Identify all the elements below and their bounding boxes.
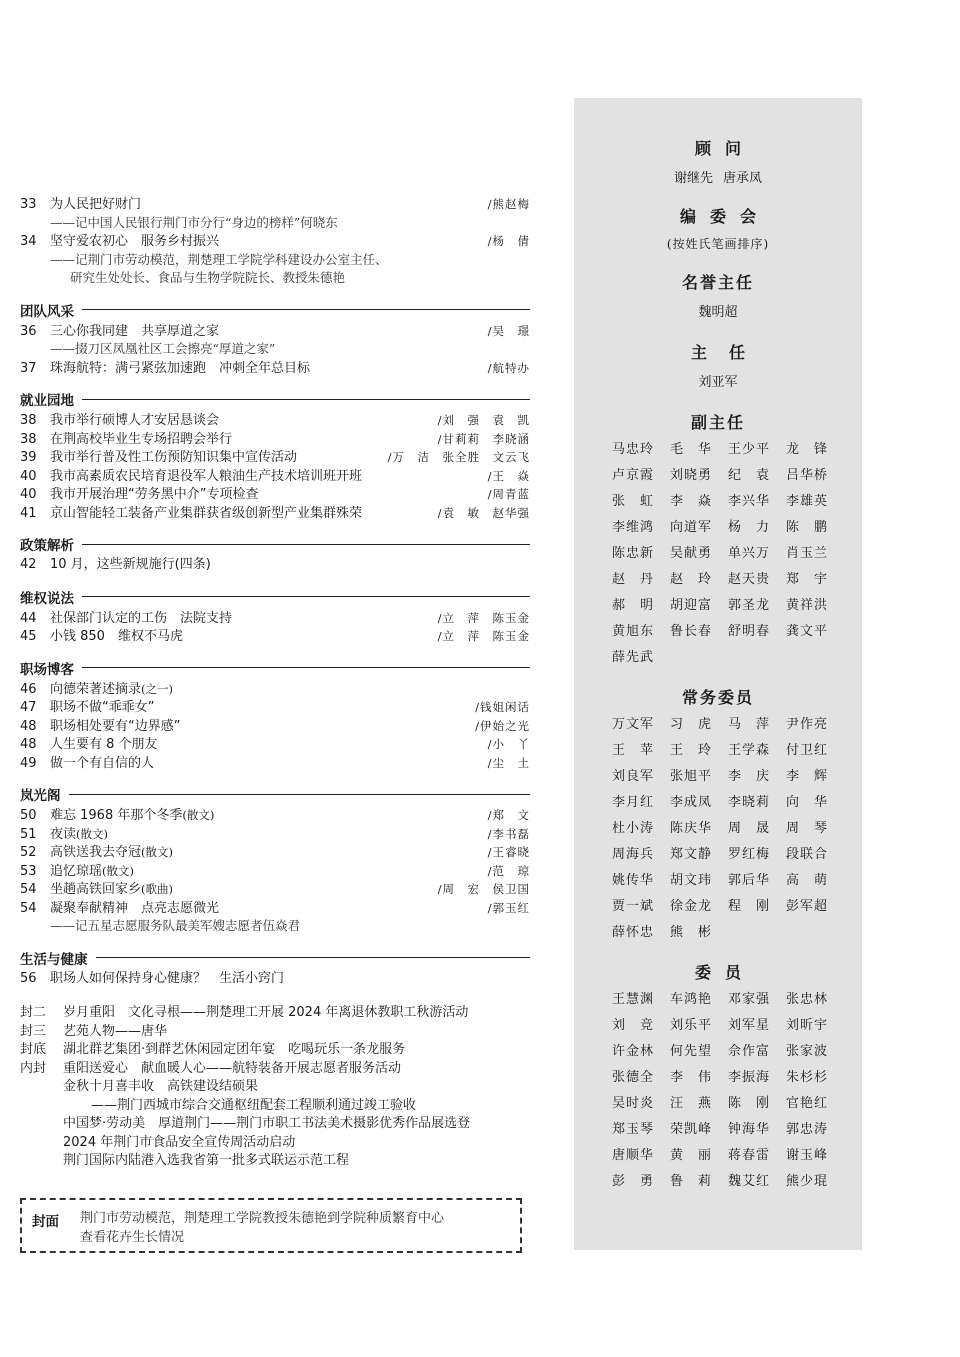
article-title-text: 做一个有自信的人 bbox=[50, 755, 155, 771]
committee-name: 唐顺华 bbox=[612, 1148, 655, 1163]
committee-name: 杨 力 bbox=[728, 520, 771, 535]
committee-name: 龚文平 bbox=[786, 624, 829, 639]
director-name: 刘亚军 bbox=[698, 375, 738, 390]
committee-name: 张德全 bbox=[612, 1070, 655, 1085]
article-author: /王睿晓 bbox=[487, 845, 530, 859]
committee-name: 李成凤 bbox=[670, 795, 713, 810]
article-author: /李书磊 bbox=[487, 826, 530, 841]
cover-text: 重阳送爱心 献血暖人心——航特装备开展志愿者服务活动 bbox=[63, 1060, 402, 1076]
article-title-text: 坐趟高铁回家乡 bbox=[50, 882, 142, 897]
committee-name: 郑玉琴 bbox=[612, 1122, 655, 1137]
cover-entry[interactable] bbox=[20, 1004, 530, 1023]
committee-name: 熊少琨 bbox=[786, 1174, 829, 1189]
cover-extra-line: 荆门国际内陆港入选我省第一批多式联运示范工程 bbox=[63, 1153, 350, 1168]
toc-entry[interactable] bbox=[20, 485, 530, 504]
article-genre: (之一) bbox=[141, 681, 173, 696]
page-number: 52 bbox=[20, 845, 37, 860]
committee-name: 马 萍 bbox=[728, 717, 771, 732]
honorary-names bbox=[574, 301, 862, 320]
masthead-panel bbox=[574, 98, 862, 1250]
section-rule bbox=[82, 309, 530, 310]
article-title-text: 人生要有 8 个朋友 bbox=[50, 737, 158, 752]
advisors-names bbox=[574, 167, 862, 186]
honorary-name: 魏明超 bbox=[698, 305, 738, 320]
article-author: /熊赵梅 bbox=[487, 197, 530, 211]
section-title: 维权说法 bbox=[20, 590, 74, 607]
article-title bbox=[50, 196, 488, 215]
article-title-text: 职场人如何保持身心健康？ 生活小窍门 bbox=[50, 970, 285, 986]
article-author: /郑 文 bbox=[487, 808, 530, 822]
section-rule bbox=[82, 399, 530, 400]
article-title bbox=[50, 505, 438, 524]
committee-name: 刘乐平 bbox=[670, 1018, 713, 1033]
article-title-text: 三心你我同建 共享厚道之家 bbox=[50, 323, 220, 339]
cover-text: 湖北群艺集团·到群艺休闲园定团年宴 吃喝玩乐一条龙服务 bbox=[63, 1042, 406, 1057]
article-title-text: 10 月，这些新规施行(四条) bbox=[50, 557, 211, 572]
section-heading bbox=[20, 948, 530, 968]
committee-name: 吴献勇 bbox=[670, 546, 713, 561]
article-title bbox=[50, 825, 488, 845]
members-heading: 委员 bbox=[694, 963, 755, 982]
page-number: 41 bbox=[20, 505, 37, 521]
advisor-name: 谢继先 bbox=[673, 171, 713, 186]
section-heading bbox=[20, 300, 530, 320]
article-title-text: 追忆琼瑶 bbox=[50, 863, 103, 879]
section-title: 岚光阁 bbox=[20, 788, 61, 804]
committee-name: 郭忠涛 bbox=[786, 1122, 829, 1137]
article-title bbox=[50, 233, 488, 252]
article-author: /万 洁 张全胜 文云飞 bbox=[387, 450, 530, 464]
committee-name: 陈 刚 bbox=[728, 1096, 771, 1111]
deputy-heading: 副主任 bbox=[690, 413, 745, 432]
committee-name: 赵 丹 bbox=[612, 572, 655, 587]
article-author: /郭玉红 bbox=[487, 900, 530, 915]
article-title bbox=[50, 806, 488, 826]
toc-entry[interactable] bbox=[20, 698, 530, 717]
page-number: 51 bbox=[20, 826, 37, 842]
article-title bbox=[50, 468, 488, 487]
article-author: /立 萍 陈玉金 bbox=[437, 629, 530, 643]
committee-name: 刘军星 bbox=[728, 1018, 771, 1033]
article-title-text: 我市举行普及性工伤预防知识集中宣传活动 bbox=[50, 450, 298, 465]
cover-caption-label: 封面 bbox=[32, 1214, 59, 1230]
article-title bbox=[50, 680, 530, 700]
cover-text: 岁月重阳 文化寻根——荆楚理工开展 2024 年离退休教职工秋游活动 bbox=[63, 1005, 469, 1020]
committee-name: 胡迎富 bbox=[670, 598, 713, 613]
committee-name: 徐金龙 bbox=[670, 899, 713, 914]
article-subtitle: ——掇刀区凤凰社区工会擦亮“厚道之家” bbox=[50, 341, 276, 356]
committee-name: 胡文玮 bbox=[670, 873, 713, 888]
standing-heading: 常务委员 bbox=[681, 688, 754, 707]
page-number: 33 bbox=[20, 197, 37, 212]
article-author: /航特办 bbox=[487, 360, 530, 375]
toc-entry[interactable] bbox=[20, 627, 530, 646]
article-title-text: 京山智能轻工装备产业集群获省级创新型产业集群殊荣 bbox=[50, 505, 363, 521]
section-title: 政策解析 bbox=[20, 538, 74, 554]
committee-name: 赵天贵 bbox=[728, 572, 771, 587]
section-heading bbox=[20, 587, 530, 607]
page-number: 49 bbox=[20, 755, 37, 771]
section-rule bbox=[82, 544, 530, 545]
article-title-text: 职场不做“乖乖女” bbox=[50, 700, 155, 715]
committee-name: 钟海华 bbox=[728, 1122, 771, 1137]
committee-name: 谢玉峰 bbox=[786, 1148, 829, 1163]
article-author: /钱姐闲话 bbox=[475, 700, 530, 714]
committee-name: 黄旭东 bbox=[612, 624, 655, 639]
section-rule bbox=[69, 794, 531, 795]
committee-name: 陈 鹏 bbox=[786, 520, 829, 535]
cover-text: 艺苑人物——唐华 bbox=[63, 1023, 168, 1039]
advisors-heading: 顾问 bbox=[694, 139, 755, 158]
article-title-text: 小钱 850 维权不马虎 bbox=[50, 629, 183, 644]
committee-name: 李 伟 bbox=[670, 1070, 713, 1085]
committee-name: 刘 竞 bbox=[612, 1018, 655, 1033]
committee-name: 陈忠新 bbox=[612, 546, 655, 561]
honorary-heading: 名誉主任 bbox=[681, 273, 754, 292]
committee-name: 蒋春雷 bbox=[728, 1148, 771, 1163]
section-heading bbox=[20, 534, 530, 554]
committee-name: 付卫红 bbox=[786, 743, 829, 758]
article-title-text: 我市开展治理“劳务黑中介”专项检查 bbox=[50, 487, 259, 502]
standing-grid bbox=[612, 712, 862, 946]
article-title bbox=[50, 486, 488, 505]
committee-name: 李 庆 bbox=[728, 769, 771, 784]
director-names bbox=[574, 371, 862, 390]
cover-listing bbox=[20, 1004, 530, 1171]
committee-name: 周海兵 bbox=[612, 847, 655, 862]
cover-label: 封三 bbox=[20, 1023, 47, 1039]
committee-name: 吴时炎 bbox=[612, 1096, 655, 1111]
committee-name: 鲁 莉 bbox=[670, 1174, 713, 1189]
committee-name: 刘良军 bbox=[612, 769, 655, 784]
members-grid bbox=[612, 987, 862, 1195]
section-title: 职场博客 bbox=[20, 661, 74, 678]
article-title bbox=[50, 736, 488, 755]
committee-name: 彭军超 bbox=[786, 899, 829, 914]
article-title bbox=[50, 880, 438, 900]
article-title bbox=[50, 610, 438, 629]
toc-entry[interactable] bbox=[20, 556, 530, 575]
page-number: 47 bbox=[20, 700, 37, 715]
page-number: 37 bbox=[20, 360, 37, 376]
article-author: /杨 倩 bbox=[487, 234, 530, 248]
cover-entry[interactable] bbox=[20, 1060, 530, 1079]
committee-name: 毛 华 bbox=[670, 442, 713, 457]
committee-name: 李月红 bbox=[612, 795, 655, 810]
article-title-text: 在荆高校毕业生专场招聘会举行 bbox=[50, 431, 233, 447]
committee-name: 李 焱 bbox=[670, 494, 713, 509]
committee-name: 卢京霞 bbox=[612, 468, 655, 483]
article-author: /伊始之光 bbox=[475, 718, 530, 733]
cover-extra-line: 2024 年荆门市食品安全宣传周活动启动 bbox=[63, 1134, 296, 1150]
article-title-text: 社保部门认定的工伤 法院支持 bbox=[50, 610, 233, 626]
cover-extra-line: 金秋十月喜丰收 高铁建设结硕果 bbox=[63, 1079, 259, 1094]
committee-name: 朱杉杉 bbox=[786, 1070, 829, 1085]
toc-entry[interactable] bbox=[20, 843, 530, 862]
page-number: 38 bbox=[20, 413, 37, 428]
article-author: /袁 敏 赵华强 bbox=[437, 505, 530, 520]
committee-name: 纪 袁 bbox=[728, 468, 771, 483]
article-title-text: 夜读 bbox=[50, 826, 77, 842]
director-heading: 主任 bbox=[690, 343, 767, 362]
committee-name: 薛怀忠 bbox=[612, 925, 655, 940]
committee-name: 肖玉兰 bbox=[786, 546, 829, 561]
article-title-text: 向德荣著述摘录 bbox=[50, 681, 142, 697]
article-title bbox=[50, 900, 488, 919]
cover-label: 封二 bbox=[20, 1005, 47, 1020]
cover-extra-line: ——荆门西城市综合交通枢纽配套工程顺利通过竣工验收 bbox=[91, 1097, 417, 1113]
toc-entry[interactable] bbox=[20, 411, 530, 430]
article-subtitle: ——记荆门市劳动模范，荆楚理工学院学科建设办公室主任、 bbox=[50, 251, 388, 267]
toc-entry[interactable] bbox=[20, 880, 530, 899]
article-title-text: 职场相处要有“边界感” bbox=[50, 718, 181, 734]
committee-name: 向道军 bbox=[670, 520, 713, 535]
toc-entry[interactable] bbox=[20, 448, 530, 467]
section-rule bbox=[82, 596, 530, 597]
article-title bbox=[50, 360, 488, 379]
page-number: 34 bbox=[20, 234, 37, 249]
article-title-text: 坚守爱农初心 服务乡村振兴 bbox=[50, 234, 220, 249]
committee-name: 陈庆华 bbox=[670, 821, 713, 836]
committee-name: 官艳红 bbox=[786, 1096, 829, 1111]
article-author: /范 琼 bbox=[487, 863, 530, 878]
committee-name: 舒明春 bbox=[728, 624, 771, 639]
committee-name: 单兴万 bbox=[728, 546, 771, 561]
page-number: 40 bbox=[20, 487, 37, 502]
page-number: 54 bbox=[20, 900, 37, 916]
committee-name: 王 玲 bbox=[670, 743, 713, 758]
committee-name: 刘晓勇 bbox=[670, 468, 713, 483]
committee-name: 向 华 bbox=[786, 795, 829, 810]
committee-name: 鲁长春 bbox=[670, 624, 713, 639]
cover-label: 内封 bbox=[20, 1060, 47, 1076]
toc-entry[interactable] bbox=[20, 899, 530, 918]
cover-caption-text bbox=[80, 1209, 444, 1247]
committee-name: 李振海 bbox=[728, 1070, 771, 1085]
committee-name: 李 辉 bbox=[786, 769, 829, 784]
board-heading: 编委会 bbox=[679, 207, 770, 226]
page-number: 40 bbox=[20, 468, 37, 484]
section-rule bbox=[96, 957, 531, 958]
cover-label: 封底 bbox=[20, 1042, 47, 1057]
cover-extra-line: 中国梦·劳动美 厚道荆门——荆门市职工书法美术摄影优秀作品展选登 bbox=[63, 1116, 471, 1131]
committee-name: 张 虹 bbox=[612, 494, 655, 509]
cover-caption bbox=[20, 1198, 522, 1253]
article-title bbox=[50, 718, 475, 737]
toc-entry[interactable] bbox=[20, 195, 530, 214]
committee-name: 黄 丽 bbox=[670, 1148, 713, 1163]
committee-name: 吕华桥 bbox=[786, 468, 829, 483]
committee-name: 李维鸿 bbox=[612, 520, 655, 535]
section-heading bbox=[20, 389, 530, 409]
article-author: /周青蓝 bbox=[487, 487, 530, 501]
committee-name: 许金林 bbox=[612, 1044, 655, 1059]
committee-name: 王 苹 bbox=[612, 743, 655, 758]
article-author: /尘 土 bbox=[487, 755, 530, 770]
article-author: /甘莉莉 李晓涵 bbox=[437, 431, 530, 446]
cover-caption-line: 荆门市劳动模范，荆楚理工学院教授朱德艳到学院种质繁育中心 bbox=[80, 1211, 445, 1226]
committee-name: 高 萌 bbox=[786, 873, 829, 888]
article-title-text: 高铁送我去夺冠 bbox=[50, 845, 142, 860]
committee-name: 尹作亮 bbox=[786, 717, 829, 732]
article-title bbox=[50, 862, 488, 882]
page-number: 56 bbox=[20, 970, 37, 986]
committee-name: 郭圣龙 bbox=[728, 598, 771, 613]
committee-name: 罗红梅 bbox=[728, 847, 771, 862]
article-genre: (散文) bbox=[182, 808, 215, 822]
advisor-name: 唐承凤 bbox=[723, 171, 763, 186]
committee-name: 郑 宇 bbox=[786, 572, 829, 587]
article-title-text: 为人民把好财门 bbox=[50, 197, 142, 212]
article-subtitle: 研究生处处长、食品与生物学院院长、教授朱德艳 bbox=[70, 270, 346, 285]
page-number: 48 bbox=[20, 737, 37, 752]
toc-entry[interactable] bbox=[20, 430, 530, 449]
committee-name: 周 琴 bbox=[786, 821, 829, 836]
page-number: 39 bbox=[20, 450, 37, 465]
article-genre: (散文) bbox=[141, 845, 173, 859]
committee-name: 万文军 bbox=[612, 717, 655, 732]
committee-name: 习 虎 bbox=[670, 717, 713, 732]
toc-entry[interactable] bbox=[20, 609, 530, 628]
article-genre: (歌曲) bbox=[141, 882, 173, 896]
article-author: /吴 璟 bbox=[487, 323, 530, 338]
committee-name: 黄祥洪 bbox=[786, 598, 829, 613]
toc-entry[interactable] bbox=[20, 322, 530, 341]
article-title-text: 珠海航特：满弓紧弦加速跑 冲刺全年总目标 bbox=[50, 360, 311, 376]
toc-entry[interactable] bbox=[20, 717, 530, 736]
article-title bbox=[50, 431, 438, 450]
article-genre: (散文) bbox=[102, 863, 134, 878]
committee-name: 彭 勇 bbox=[612, 1174, 655, 1189]
committee-name: 姚传华 bbox=[612, 873, 655, 888]
committee-name: 杜小涛 bbox=[612, 821, 655, 836]
committee-name: 刘昕宇 bbox=[786, 1018, 829, 1033]
article-author: /小 丫 bbox=[487, 737, 530, 751]
committee-name: 佘作富 bbox=[728, 1044, 771, 1059]
toc-entry[interactable] bbox=[20, 806, 530, 825]
committee-name: 龙 锋 bbox=[786, 442, 829, 457]
committee-name: 张忠林 bbox=[786, 992, 829, 1007]
toc-entry[interactable] bbox=[20, 680, 530, 699]
article-title-text: 凝聚奉献精神 点亮志愿微光 bbox=[50, 900, 220, 916]
article-title bbox=[50, 323, 488, 342]
toc-entry[interactable] bbox=[20, 232, 530, 251]
section-rule bbox=[82, 667, 530, 668]
committee-name: 汪 燕 bbox=[670, 1096, 713, 1111]
article-title bbox=[50, 556, 530, 575]
page-number: 48 bbox=[20, 718, 37, 734]
article-title-text: 难忘 1968 年那个冬季 bbox=[50, 808, 183, 823]
article-subtitle: ——记五星志愿服务队最美军嫂志愿者伍焱君 bbox=[50, 918, 301, 933]
committee-name: 何先望 bbox=[670, 1044, 713, 1059]
article-title bbox=[50, 699, 475, 718]
toc-entry[interactable] bbox=[20, 825, 530, 844]
article-author: /王 焱 bbox=[487, 468, 530, 483]
article-author: /立 萍 陈玉金 bbox=[437, 610, 530, 625]
page-number: 46 bbox=[20, 681, 37, 697]
committee-name: 张家波 bbox=[786, 1044, 829, 1059]
page-number: 42 bbox=[20, 557, 37, 572]
toc-entry[interactable] bbox=[20, 504, 530, 523]
toc-entry[interactable] bbox=[20, 359, 530, 378]
committee-name: 李晓莉 bbox=[728, 795, 771, 810]
table-of-contents bbox=[20, 195, 530, 1171]
article-author: /周 宏 侯卫国 bbox=[437, 882, 530, 896]
page-number: 36 bbox=[20, 323, 37, 339]
toc-entry[interactable] bbox=[20, 970, 530, 989]
toc-entry[interactable] bbox=[20, 735, 530, 754]
section-heading bbox=[20, 784, 530, 804]
committee-name: 李兴华 bbox=[728, 494, 771, 509]
deputy-grid bbox=[612, 437, 862, 671]
committee-name: 郑文静 bbox=[670, 847, 713, 862]
page-number: 50 bbox=[20, 808, 37, 823]
committee-name: 王学森 bbox=[728, 743, 771, 758]
article-title bbox=[50, 628, 438, 647]
committee-name: 周 晟 bbox=[728, 821, 771, 836]
committee-name: 张旭平 bbox=[670, 769, 713, 784]
committee-name: 王少平 bbox=[728, 442, 771, 457]
board-note: (按姓氏笔画排序) bbox=[666, 237, 770, 251]
page-number: 44 bbox=[20, 610, 37, 626]
article-title bbox=[50, 970, 530, 989]
toc-entry[interactable] bbox=[20, 754, 530, 773]
article-title bbox=[50, 843, 488, 863]
toc-entry[interactable] bbox=[20, 467, 530, 486]
article-title bbox=[50, 755, 488, 774]
committee-name: 段联合 bbox=[786, 847, 829, 862]
committee-name: 郝 明 bbox=[612, 598, 655, 613]
committee-name: 薛先武 bbox=[612, 650, 655, 665]
section-heading bbox=[20, 658, 530, 678]
section-title: 生活与健康 bbox=[20, 951, 88, 968]
section-title: 就业园地 bbox=[20, 393, 74, 409]
article-title bbox=[50, 449, 388, 468]
article-title bbox=[50, 412, 438, 431]
committee-name: 贾一斌 bbox=[612, 899, 655, 914]
committee-name: 郭后华 bbox=[728, 873, 771, 888]
cover-entry[interactable] bbox=[20, 1041, 530, 1060]
page-number: 54 bbox=[20, 882, 37, 897]
article-genre: (散文) bbox=[76, 826, 108, 841]
cover-caption-line: 查看花卉生长情况 bbox=[80, 1230, 185, 1245]
committee-name: 王慧渊 bbox=[612, 992, 655, 1007]
committee-name: 车鸿艳 bbox=[670, 992, 713, 1007]
article-subtitle: ——记中国人民银行荆门市分行“身边的榜样”何晓东 bbox=[50, 214, 338, 230]
cover-entry[interactable] bbox=[20, 1023, 530, 1042]
committee-name: 邓家强 bbox=[728, 992, 771, 1007]
article-title-text: 我市高素质农民培育退役军人粮油生产技术培训班开班 bbox=[50, 468, 363, 484]
committee-name: 荣凯峰 bbox=[670, 1122, 713, 1137]
page-number: 53 bbox=[20, 863, 37, 879]
toc-entry[interactable] bbox=[20, 862, 530, 881]
committee-name: 马忠玲 bbox=[612, 442, 655, 457]
committee-name: 程 刚 bbox=[728, 899, 771, 914]
page-number: 45 bbox=[20, 629, 37, 644]
committee-name: 魏艾红 bbox=[728, 1174, 771, 1189]
section-title: 团队风采 bbox=[20, 303, 74, 320]
committee-name: 李雄英 bbox=[786, 494, 829, 509]
article-author: /刘 强 袁 凯 bbox=[437, 413, 530, 427]
committee-name: 赵 玲 bbox=[670, 572, 713, 587]
committee-name: 熊 彬 bbox=[670, 925, 713, 940]
article-title-text: 我市举行硕博人才安居恳谈会 bbox=[50, 413, 220, 428]
page-number: 38 bbox=[20, 431, 37, 447]
